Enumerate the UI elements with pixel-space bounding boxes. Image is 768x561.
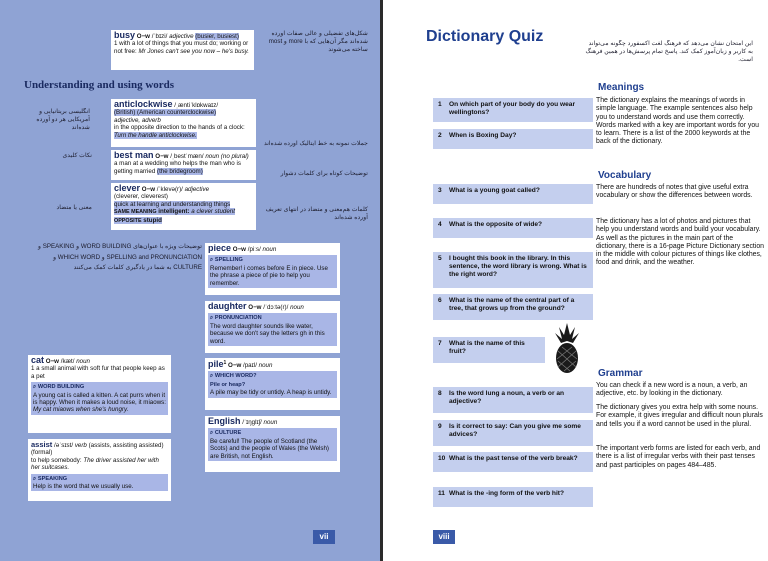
- quiz-question-8: [433, 387, 593, 413]
- key-icon: O−w: [136, 33, 150, 40]
- persian-note-examples: جملات نمونه به خط ایتالیک آورده شده‌اند: [263, 140, 368, 147]
- persian-note-clever-left: معنی یا متضاد: [56, 204, 92, 211]
- question-text: I bought this book in the library. In this sentence, the word library is wrong. What is the right word?: [449, 255, 587, 278]
- headword: anticlockwise: [114, 99, 173, 109]
- definition: quick at learning and understanding things: [114, 200, 231, 208]
- question-number: 10: [438, 455, 446, 462]
- question-text: When is Boxing Day?: [449, 132, 517, 139]
- search-icon: ⌕: [210, 430, 214, 437]
- speaking-note: [31, 474, 168, 492]
- headword: assist: [31, 440, 53, 449]
- quiz-question-10: [433, 452, 593, 472]
- headword: clever: [114, 183, 141, 193]
- note-title: CULTURE: [214, 430, 242, 437]
- question-number: 1: [438, 101, 442, 108]
- note-title: PRONUNCIATION: [214, 315, 262, 322]
- page-title: Dictionary Quiz: [426, 28, 544, 45]
- key-icon: O−w: [155, 153, 169, 160]
- definition: a man at a wedding who helps the man who is getting married: [114, 160, 241, 175]
- headword: daughter: [208, 301, 247, 311]
- question-number: 7: [438, 340, 442, 347]
- quiz-question-1: [433, 98, 593, 122]
- superscript: 1: [223, 360, 227, 366]
- synonym: intelligent:: [158, 208, 190, 216]
- pronunciation: /kæt/: [60, 358, 75, 365]
- pronunciation: /ˌæntiˈklɒkwaɪz/: [174, 102, 219, 109]
- headword: best man: [114, 150, 154, 160]
- entry-daughter: [205, 301, 340, 353]
- note-title: SPEAKING: [37, 475, 68, 482]
- question-number: 11: [438, 490, 445, 497]
- pronunciation: /ˈklevə(r)/: [156, 186, 183, 193]
- quiz-question-3: [433, 184, 593, 204]
- spelling-note: [208, 255, 337, 288]
- word-forms: (cleverer, cleverest): [114, 193, 168, 201]
- part-of-speech: adjective: [169, 33, 194, 40]
- persian-note-bestman-right: توضیحات کوتاه برای کلمات دشوار: [280, 170, 368, 177]
- question-text: What is the name of this fruit?: [449, 340, 525, 355]
- note-example: My cat miaows when she's hungry.: [33, 406, 129, 414]
- search-icon: ⌕: [33, 384, 37, 391]
- entry-cat: [28, 355, 171, 433]
- entry-anticlockwise: [111, 99, 256, 147]
- note-subtitle: Pile or heap?: [210, 381, 246, 388]
- search-icon: ⌕: [210, 257, 214, 264]
- synonym-example: a clever student: [191, 208, 235, 216]
- headword: English: [208, 416, 241, 426]
- persian-note-bestman-left: نکات کلیدی: [62, 152, 92, 159]
- part-of-speech: noun: [76, 358, 90, 365]
- page-number-left: vii: [313, 530, 335, 544]
- pineapple-image: [550, 321, 584, 375]
- definition: in the opposite direction to the hands of a clock:: [114, 124, 245, 132]
- question-number: 9: [438, 423, 442, 430]
- grammar-paragraph-1: You can check if a new word is a noun, a verb, an adjective, etc. by looking in the dictionary.: [596, 382, 748, 398]
- part-of-speech: noun: [262, 246, 277, 253]
- culture-note: [208, 428, 337, 461]
- note-title: SPELLING: [214, 257, 243, 264]
- question-text: What is the past tense of the verb break?: [449, 455, 578, 462]
- example: Mr Jones can't see you now – he's busy.: [138, 47, 250, 55]
- left-page: [0, 0, 383, 561]
- note-text: The word daughter sounds like water, because we don't say the letters gh in this word.: [210, 322, 325, 345]
- definition: 1 a small animal with soft fur that people keep as a pet: [31, 365, 165, 380]
- example: The driver assisted her with her suitcases.: [31, 456, 159, 472]
- note-title: WHICH WORD?: [214, 373, 257, 380]
- section-heading: Understanding and using words: [24, 79, 175, 91]
- quiz-question-11: [433, 487, 593, 507]
- right-page: [383, 0, 768, 561]
- heading-meanings: Meanings: [598, 82, 645, 93]
- entry-english: [205, 416, 340, 472]
- definition-note: (the bridegroom): [157, 167, 203, 175]
- same-meaning-label: SAME MEANING: [114, 209, 157, 216]
- quiz-question-2: [433, 129, 593, 149]
- question-number: 8: [438, 390, 442, 397]
- page-number-right: viii: [433, 530, 455, 544]
- headword: cat: [31, 355, 45, 365]
- persian-note-top: شکل‌های تفضیلی و عالی صفات آورده شده‌اند مگر آن‌هایی که با more و most ساخته می‌شوند: [268, 30, 368, 53]
- word-building-note: [31, 382, 168, 415]
- part-of-speech: verb: [74, 442, 87, 449]
- quiz-question-7: [433, 337, 545, 363]
- key-icon: O−w: [228, 362, 242, 370]
- question-number: 5: [438, 255, 442, 262]
- note-text: Help is the word that we usually use.: [33, 483, 134, 491]
- headword: pile: [208, 359, 224, 370]
- entry-pile: [205, 358, 340, 410]
- part-of-speech: noun: [290, 304, 304, 311]
- definition: to help somebody:: [31, 456, 82, 464]
- question-text: On which part of your body do you wear wellingtons?: [449, 101, 576, 116]
- pronunciation: /paɪl/: [243, 362, 257, 370]
- entry-best-man: [111, 150, 256, 180]
- word-forms: (assists, assisting assisted) (formal): [31, 442, 164, 457]
- key-icon: O−w: [248, 304, 262, 311]
- persian-note-middle: توضیحات ویژه با عنوان‌های WORD BUILDING و SPEAKING و SPELLING and PRONUNCIATION و WHICH WORD و CULTURE به شما در یادگیری کلمات کمک می‌کنند: [38, 243, 202, 272]
- question-number: 4: [438, 221, 442, 228]
- persian-intro: این امتحان نشان می‌دهد که فرهنگ لغت آکسفورد چگونه می‌تواند به کاربر و زبان‌آموز کمک کند. پاسخ تمام پرسش‌ها در همین فرهنگ است.: [585, 40, 753, 63]
- question-text: What is the name of the central part of a tree, that grows up from the ground?: [449, 297, 575, 312]
- note-text: A pile may be tidy or untidy. A heap is untidy.: [210, 389, 332, 397]
- pronunciation: /piːs/: [247, 246, 261, 253]
- entry-clever: [111, 183, 256, 230]
- part-of-speech: adjective: [184, 186, 210, 193]
- note-title: WORD BUILDING: [37, 384, 85, 391]
- example: Turn the handle anticlockwise.: [114, 131, 197, 139]
- pronunciation: /ˈɪŋglɪʃ/: [242, 419, 262, 426]
- quiz-question-4: [433, 218, 593, 238]
- quiz-question-9: [433, 420, 593, 446]
- part-of-speech: noun (no plural): [205, 153, 249, 160]
- persian-note-anticlockwise: انگلیسی بریتانیایی و آمریکایی هر دو آورده شده‌اند: [36, 108, 90, 130]
- pronunciation: /ˈdɔːtə(r)/: [263, 304, 289, 311]
- grammar-paragraph-2: The dictionary gives you extra help with some nouns. For example, it gives irregular and difficult noun plurals and tells you if a word cannot be used in the plural.: [596, 404, 763, 428]
- part-of-speech: noun: [263, 419, 278, 426]
- vocabulary-paragraph-2: The dictionary has a lot of photos and pictures that help you understand words and build your vocabulary. As well as the pictures in the main part of the dictionary, there is a 16-page Picture Dictionary section in the middle with colour pictures of things like clothes, food and drink, and the weather.: [596, 218, 765, 267]
- search-icon: ⌕: [210, 315, 214, 322]
- pronunciation: /ˈbɪzi/: [151, 33, 168, 40]
- heading-vocabulary: Vocabulary: [598, 170, 652, 181]
- heading-grammar: Grammar: [598, 368, 643, 379]
- headword: busy: [114, 30, 136, 40]
- part-of-speech: noun: [258, 362, 273, 370]
- entry-assist: [28, 439, 171, 501]
- key-icon: O−w: [141, 186, 156, 193]
- word-forms: (busier, busiest): [195, 33, 239, 40]
- which-word-note: [208, 371, 337, 397]
- note-text: Be careful! The people of Scotland (the Scots) and the people of Wales (the Welsh) are British, not English.: [210, 437, 329, 460]
- question-number: 3: [438, 187, 442, 194]
- question-text: What is the opposite of wide?: [449, 221, 543, 228]
- grammar-paragraph-3: The important verb forms are listed for each verb, and there is a list of irregular verbs with their past tenses and past participles on pages 484–485.: [596, 445, 761, 469]
- quiz-question-5: [433, 252, 593, 288]
- variant: (British) (American counterclockwise): [114, 109, 217, 117]
- headword: piece: [208, 243, 232, 253]
- question-text: Is it correct to say: Can you give me some advices?: [449, 423, 581, 438]
- meanings-paragraph: The dictionary explains the meanings of words in simple language. The example sentences also help you to understand words and use them correctly. Words marked with a key are important words for you to learn. There is a list of the 2000 keywords at the back of the dictionary.: [596, 97, 760, 146]
- note-text: Remember! i comes before E in piece. Use the phrase a piece of pie to help you remember.: [210, 264, 328, 287]
- search-icon: ⌕: [210, 373, 214, 380]
- search-icon: ⌕: [33, 475, 37, 482]
- question-text: What is a young goat called?: [449, 187, 540, 194]
- question-number: 2: [438, 132, 442, 139]
- pronunciation: /əˈsɪst/: [54, 442, 74, 449]
- note-text: A young cat is called a kitten. A cat purrs when it is happy. When it makes a loud noise, it miaows:: [33, 391, 166, 407]
- key-icon: O−w: [232, 246, 246, 253]
- vocabulary-paragraph-1: There are hundreds of notes that give useful extra vocabulary or show the differences between words.: [596, 184, 753, 200]
- persian-note-clever-right: کلمات هم‌معنی و متضاد در انتهای تعریف آورده شده‌اند: [265, 206, 368, 221]
- entry-busy: [111, 30, 254, 70]
- question-number: 6: [438, 297, 442, 304]
- entry-piece: [205, 243, 340, 295]
- question-text: What is the -ing form of the verb hit?: [449, 490, 565, 497]
- definition: 1 with a lot of things that you must do; working or not free:: [114, 40, 249, 55]
- part-of-speech: adjective, adverb: [114, 116, 161, 124]
- pronunciation-note: [208, 313, 337, 346]
- opposite-label: OPPOSITE: [114, 217, 142, 224]
- pronunciation: /ˌbestˈmæn/: [170, 153, 204, 160]
- quiz-question-6: [433, 294, 593, 320]
- key-icon: O−w: [45, 358, 59, 365]
- question-text: Is the word lung a noun, a verb or an adjective?: [449, 390, 565, 405]
- antonym: stupid: [143, 216, 162, 224]
